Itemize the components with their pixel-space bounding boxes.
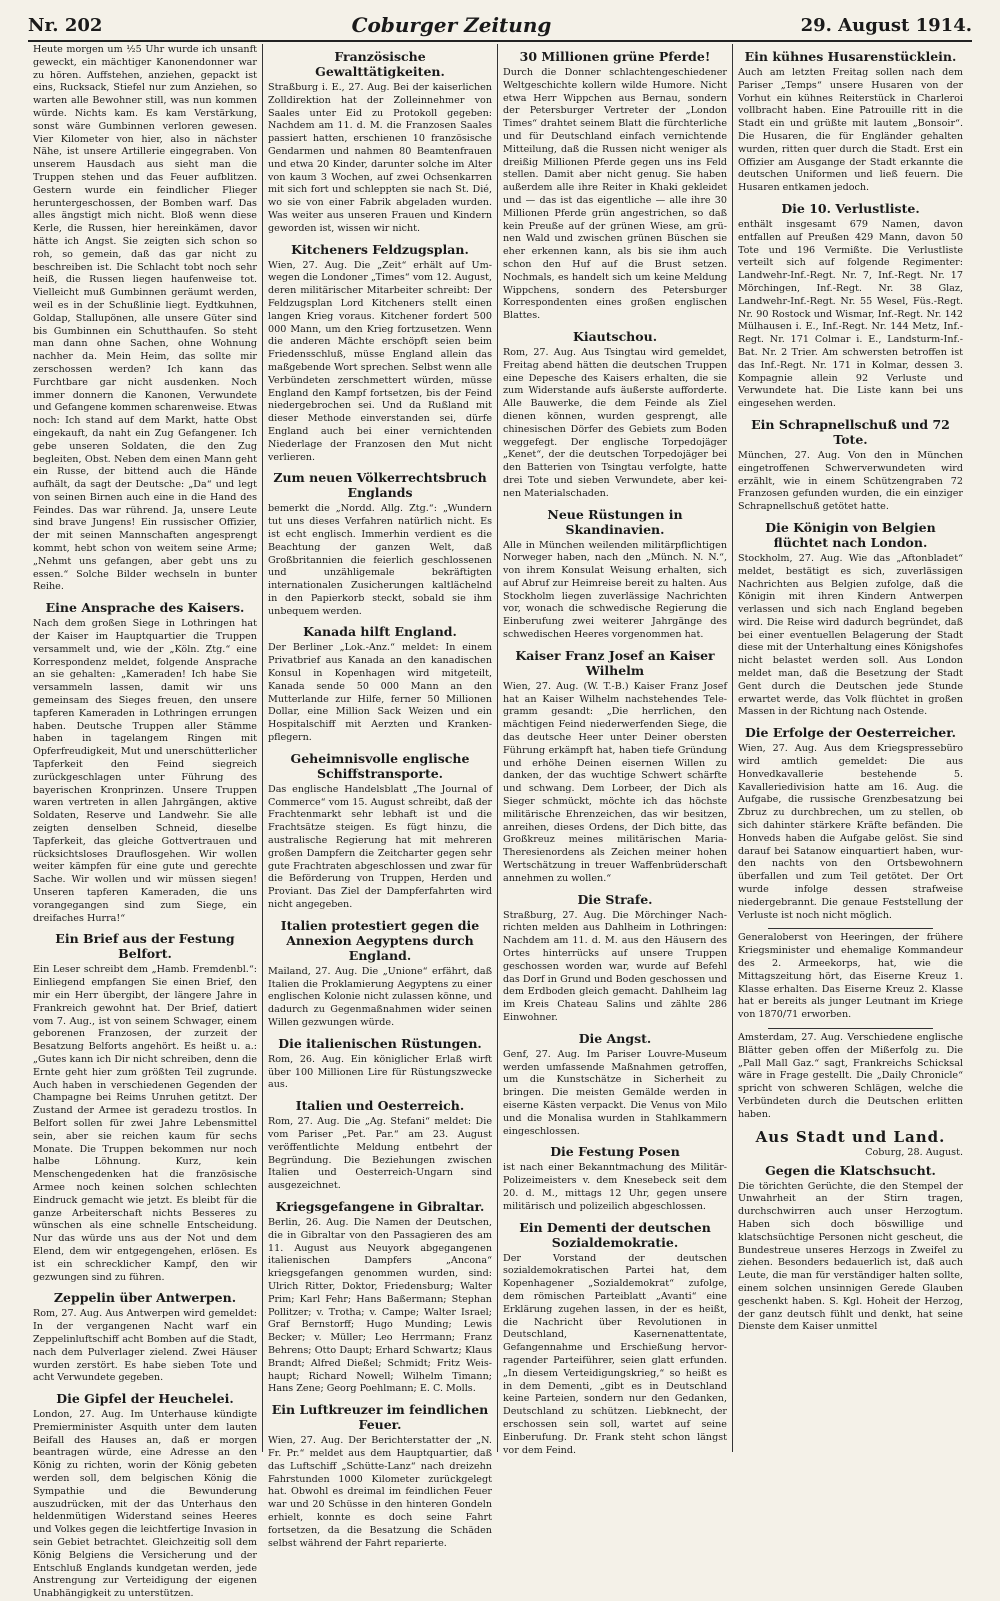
issue-number: Nr. 202	[28, 14, 103, 36]
article	[503, 1031, 727, 1139]
article-body: Auch am letzten Freitag sollen nach dem Pariser „Temps“ unsere Husaren von der Vorhut ein kühnes Reiterstück in Charleroi vollbracht haben. Eine Patrouille ritt in die Stadt ein und grüßte mit lautem „Bonsoir“. Die Husaren, die für Engländer gehalten wurden, ritten quer durch die Stadt. Erst ein Offizier am Ausgange der Stadt erkannte die deutschen Uniformen und ließ feuern. Die Husaren entkamen jedoch.	[738, 67, 963, 194]
article-body: Nach dem großen Siege in Lothringen hat der Kaiser im Hauptquartier die Truppen versammelt und, wie der „Köln. Ztg.“ eine Korrespondenz meldet, folgende Ansprache an sie gehalten: „Kameraden! Ich habe Sie versammeln lassen, damit wir uns gemeinsam des Sieges freuen, den unsere tapferen Kameraden in Lothringen errungen haben. Deutsche Truppen aller Stämme haben in tagelangem Ringen mit Opferfreudigkeit, Mut und unerschütterlicher Tapferkeit den Feind siegreich zurückgeschlagen unter Führung des bayerischen Kronprinzen. Unsere Truppen waren vertreten in allen Jahrgängen, aktive Soldaten, Reserve und Landwehr. Sie alle zeigten denselben Schneid, dieselbe Tapferkeit, das gleiche Gottvertrauen und rücksichtsloses Drauflosgehen. Wir wollen weiter kämpfen für eine gute und gerechte Sache. Wir wollen und wir müssen siegen! Unseren tapferen Kameraden, die uns vorangegangen sind zum Siege, ein dreifaches Hurra!“	[33, 618, 257, 924]
article	[268, 751, 492, 912]
separator-rule	[768, 1028, 933, 1029]
article-body: Amsterdam, 27. Aug. Verschiedene englische Blätter geben offen der Mißerfolg zu. Die „Pall Mall Gaz.“ sagt, Frankreichs Schicksal wäre in Frage gestellt. Die „Daily Chronicle“ spricht von schweren Schlägen, welche die Verbündeten durch die Deutschen erlitten haben.	[738, 1032, 963, 1120]
article-headline: Die Angst.	[578, 1030, 652, 1046]
article-headline: Kriegsgefangene in Gibraltar.	[275, 1198, 485, 1214]
article	[503, 49, 727, 323]
article-body: Die törichten Gerüchte, die den Stempel der Unwahrheit an der Stirn tragen, durchschwirren auch unser Herzogtum. Haben sich doch böswillige und klatschsüchtige Personen nicht gescheut, die Bundestreue unseres Herzogs in Zweifel zu ziehen. Besonders bedauerlich ist, daß auch Leute, die man für verständiger halten sollte, einem solchen unsinnigen Gerede Glauben geschenkt haben. S. Kgl. Hoheit der Herzog, der ganz deutsch fühlt und denkt, hat seine Dienste dem Kaiser unmittel	[738, 1180, 963, 1333]
article-body: Rom, 27. Aug. Die „Ag. Stefani“ meldet: Die vom Pariser „Pet. Par.“ am 23. August veröffentlichte Meldung entbehrt der Begründung. Die Beziehungen zwischen Italien und Oesterreich-Ungarn sind ausgezeichnet.	[268, 1116, 492, 1192]
article-columns	[28, 44, 972, 1600]
article	[33, 600, 257, 925]
article	[268, 1098, 492, 1193]
article-headline: Die 10. Verlustliste.	[781, 200, 920, 216]
article-headline: Zum neuen Völkerrechtsbruch Englands	[273, 470, 487, 501]
article-headline: Die Festung Posen	[550, 1144, 680, 1160]
article	[268, 49, 492, 236]
article-headline: Zeppelin über Antwerpen.	[53, 1290, 237, 1306]
article	[268, 1036, 492, 1092]
article-headline: Ein Schrapnellschuß und 72 Tote.	[751, 416, 950, 447]
article-body: Das englische Handelsblatt „The Journal of Commerce“ vom 15. August schreibt, daß der Frachtenmarkt sehr lebhaft ist und die Frachtsätze steigen. Es fügt hinzu, die australische Regierung hat mit mehreren großen Dampfern die Zeitcharter gegen sehr gute Frachtraten abgeschlossen und zwar für die Beförderung von Truppen, Herden und Proviant. Das Ziel der Dampferfahrten wird nicht angegeben.	[268, 783, 492, 911]
article-body: Berlin, 26. Aug. Die Namen der Deutschen, die in Gibraltar von den Passagieren des am 11. August aus Neuyork abgegangenen italienischen Dampfers „Ancona“ kriegsgefangen genommen wurden, sind: Ulrich Ritter, Doktor, Friedensburg; Walter Prim; Karl Fehr; Hans Baßermann; Stephan Pollitzer; v. Trotha; v. Campe; Walter Israel; Graf Bernstorff; Hugo Munding; Lewis Becker; v. Müller; Leo Herrmann; Franz Behrens; Otto Daupt; Erhard Schwartz; Klaus Brandt; Alfred Dießel; Schmidt; Fritz Weishaupt; Richard Nowell; Wilhelm Timann; Hans Zene; Georg Poehlmann; E. C. Molls.	[268, 1216, 492, 1395]
article-body: Durch die Donner schlachtengeschiedener Weltgeschichte kollern wilde Humore. Nicht etwa Herr Wippchen aus Bernau, sondern der Petersburger Vertreter der „London Times“ drahtet seinem Blatt die fürchterliche und für Deutschland einfach vernichtende Mitteilung, daß die Russen nicht weniger als dreißig Millionen Pferde gegen uns ins Feld stellen. Damit aber nicht genug. Sie haben außerdem alle ihre Reiter in Khaki gekleidet und — das ist das eigentliche — alle ihre 30 Millionen Pferde grün angestrichen, so daß kein Preuße auf der grünen Wiese, am grünen Wald und zwischen grünen Büschen sie eher erkennen kann, als bis sie ihm auch schon den Huf auf die Brust setzen. Nochmals, es handelt sich um keine Meldung Wippchens, sondern des Petersburger Korrespondenten eines großen englischen Blattes.	[503, 67, 727, 322]
article	[503, 1144, 727, 1213]
article-body: Der Berliner „Lok.-Anz.“ meldet: In einem Privatbrief aus Kanada an den kanadischen Konsul in Kopenhagen wird mitgeteilt, Kanada sende 50 000 Mann an den Mutterlande zur Hilfe, ferner 50 Millionen Dollar, eine Million Sack Weizen und ein Hospitalschiff mit Aerzten und Krankenpflegern.	[268, 642, 492, 744]
article-body: London, 27. Aug. Im Unterhause kündigte Premierminister Asquith unter dem lauten Beifall des Hauses an, daß er morgen beantragen würde, eine Adresse an den König zu richten, worin der König gebeten werden soll, dem belgischen König die Sympathie und die Bewunderung auszudrücken, mit der das Unterhaus den heldenmütigen Widerstand seines Heeres und Volkes gegen die leichtfertige Invasion in sein Gebiet betrachtet. Gleichzeitig soll dem König Belgiens die Versicherung und der Entschluß Englands kundgetan werden, jede Anstrengung zur Verteidigung der eigenen Unabhängigkeit zu unterstützen.	[33, 1409, 257, 1600]
article-body: Genf, 27. Aug. Im Pariser Louvre-Museum werden umfassende Maßnahmen getroffen, um die Kunstschätze in Sicherheit zu bringen. Die meisten Gemälde werden in eiserne Kästen verpackt. Die Venus von Milo und die Monalisa wurden in Stahlkammern eingeschlossen.	[503, 1048, 727, 1137]
article-headline: Eine Ansprache des Kaisers.	[45, 600, 245, 616]
article-body: Der Vorstand der deutschen sozialdemokratischen Partei hat, dem Kopenhagener „Sozialdemokrat“ zufolge, dem römischen Parteiblatt „Avanti“ eine Erklärung zugehen lassen, in der es heißt, die Nachricht über Revolutionen in Deutschland, Kasernenattentate, Gefangennahme und Erschießung hervorragender Parteiführer, seien glatt erfunden. „In diesem Verteidigungskrieg,“ so heißt es in dem Dementi, „gibt es in Deutschland keine Parteien, sondern nur den Gedanken, Deutschland zu schützen. Liebknecht, der erschossen sein soll, wartet auf seine Einberufung. Dr. Frank steht schon längst vor dem Feind.	[503, 1252, 727, 1456]
article-headline: Italien protestiert gegen die Annexion Aegyptens durch England.	[280, 917, 480, 963]
article-body: bemerkt die „Nordd. Allg. Ztg.“: „Wundern tut uns dieses Verfahren natürlich nicht. Es ist echt englisch. Immerhin verdient es die Beachtung der ganzen Welt, daß Großbritannien die feierlich geschlossenen und unzähligemale bekräftigten internationalen Zusicherungen kaltlächelnd in den Papierkorb steckt, sobald sie ihm unbequem werden.	[268, 503, 492, 617]
article-headline: Ein kühnes Husarenstücklein.	[744, 49, 957, 64]
article-headline: Die Königin von Belgien flüchtet nach London.	[765, 519, 936, 550]
article-body: Wien, 27. Aug. (W. T.-B.) Kaiser Franz Josef hat an Kaiser Wilhelm nachstehendes Telegramm gesandt: „Die herrlichen, den mächtigen Feind niederwerfenden Siege, die das deutsche Heer unter Deiner obersten Führung erkämpft hat, haben tiefe Gründung und erhöhe Deinen eisernen Willen zu danken, der das wuchtige Schwert schärfte und schwang. Dem Lorbeer, der Dich als Sieger schmückt, möchte ich das höchste militärische Ehrenzeichen, das wir besitzen, anreihen, dieses Ordens, der Dich bitte, das Großkreuz meines militärischen Maria-Theresienordens als Zeichen meiner hohen Wertschätzung in treuer Waffenbrüderschaft annehmen zu wollen.“	[503, 680, 727, 884]
article	[503, 507, 727, 642]
article-headline: Neue Rüstungen in Skandinavien.	[547, 506, 683, 537]
article	[738, 1028, 963, 1122]
article	[738, 417, 963, 514]
article-headline: Ein Dementi der deutschen Sozialdemokratie.	[519, 1219, 711, 1250]
masthead	[28, 10, 972, 42]
issue-date: 29. August 1914.	[800, 14, 972, 36]
article	[268, 470, 492, 618]
article	[503, 1220, 727, 1458]
article-headline: Ein Luftkreuzer im feindlichen Feuer.	[271, 1402, 489, 1433]
dateline: Coburg, 28. August.	[865, 1146, 963, 1158]
article-headline: Die italienischen Rüstungen.	[278, 1035, 482, 1051]
article	[503, 648, 727, 886]
article	[503, 892, 727, 1025]
article	[738, 49, 963, 195]
article-body: Rom, 26. Aug. Ein königlicher Erlaß wirft über 100 Millionen Lire für Rüstungszwecke aus.	[268, 1053, 492, 1091]
newspaper-title: Coburger Zeitung	[351, 13, 552, 37]
article	[268, 1199, 492, 1396]
article	[268, 624, 492, 744]
article-body: Alle in München weilenden militärpflichtigen Norweger haben, nach den „Münch. N. N.“, von ihrem Konsulat Weisung erhalten, sich auf Abruf zur Heimreise bereit zu halten. Aus Stockholm liegen zuverlässige Nachrichten vor, wonach die schwedische Regierung die Einberufung zwei weiterer Jahrgänge des schwedischen Heeres vorgenommen hat.	[503, 539, 727, 641]
article-headline: 30 Millionen grüne Pferde!	[519, 49, 711, 64]
article	[268, 1402, 492, 1550]
article-body: Rom, 27. Aug. Aus Antwerpen wird gemeldet: In der vergangenen Nacht warf ein Zeppelinluftschiff acht Bomben auf die Stadt, nach dem Pulverlager zielend. Zwei Häuser wurden zerstört. Es habe sieben Tote und acht Verwundete gegeben.	[33, 1308, 257, 1384]
article-headline: Aus Stadt und Land.	[755, 1127, 946, 1146]
article-headline: Die Erfolge der Oesterreicher.	[744, 725, 957, 741]
article-headline: Kitcheners Feldzugsplan.	[291, 241, 469, 257]
article-headline: Kanada hilft England.	[303, 624, 457, 640]
article-body: Straßburg i. E., 27. Aug. Bei der kaiserlichen Zolldirektion hat der Zolleinnehmer von Saales unter Eid zu Protokoll gegeben: Nachdem am 11. d. M. die Franzosen Saales passiert hatten, erschienen 10 französische Gendarmen und nahmen 80 Beamtenfrauen und etwa 20 Kinder, darunter solche im Alter von kaum 3 Wochen, auf zwei Ochsenkarren mit sich fort und schleppten sie nach St. Dié, wo sie von einer Fabrik abgeladen wurden. Was weiter aus unseren Frauen und Kindern geworden ist, wissen wir nicht.	[268, 82, 492, 234]
article	[268, 918, 492, 1030]
article	[33, 931, 257, 1284]
article-body: Straßburg, 27. Aug. Die Mörchinger Nachrichten melden aus Dahlheim in Lothringen: Nachdem am 11. d. M. aus den Häusern des Ortes hinterrücks auf unsere Truppen geschossen worden war, wurde auf Befehl das Dorf in Grund und Boden geschossen und dem Erdboden gleich gemacht. Dahlheim lag im Kreis Chateau Salins und zählte 286 Einwohner.	[503, 909, 727, 1023]
column-1	[28, 44, 263, 1600]
article-headline: Die Strafe.	[577, 891, 653, 907]
article	[503, 329, 727, 501]
article	[33, 1290, 257, 1385]
article	[33, 1391, 257, 1601]
article	[738, 1127, 963, 1335]
article-body: Rom, 27. Aug. Aus Tsingtau wird gemeldet, Freitag abend hätten die deutschen Truppen eine Depesche des Kaisers erhalten, die sie zum Widerstande aufs äußerste aufforderte. Alle Bauwerke, die dem Feinde als Ziel dienen können, wurden gesprengt, alle chinesischen Dörfer des Gebiets zum Boden weggefegt. Der englische Torpedojäger „Kenet“, der die deutschen Torpedojäger bei den Batterien von Tsingtau verfolgte, hatte drei Tote und sieben Verwundete, aber keinen Materialschaden.	[503, 346, 727, 499]
article-headline: Kiautschou.	[572, 328, 658, 344]
article	[268, 242, 492, 465]
article-subheadline: Gegen die Klatschsucht.	[765, 1162, 936, 1178]
separator-rule	[768, 928, 933, 929]
column-3	[498, 44, 733, 1456]
article-headline: Französische Gewalttätigkeiten.	[315, 49, 445, 79]
article	[738, 201, 963, 411]
article-body: Ein Leser schreibt dem „Hamb. Fremdenbl.“: Einliegend empfangen Sie einen Brief, den mir ein Herr übergibt, der längere Jahre in Frankreich gewohnt hat. Der Brief, datiert vom 7. Aug., ist von seinem Schwager, einem geborenen Franzosen, der zurzeit der Besatzung Belforts angehört. Es heißt u. a.: „Gutes kann ich Dir nicht schreiben, denn die Ernte geht hier zum größten Teil zugrunde. Auch haben in verschiedenen Gegenden der Champagne bei Reims Unruhen getitzt. Der Zustand der Armee ist geradezu trostlos. In Belfort sollen für zwei Jahre Lebensmittel sein, aber sie reichen kaum für sechs Monate. Die Truppen bekommen nur noch halbe Löhnung. Kurz, kein Menschengedenken hat die französische Armee noch keinen solchen schlechten Eindruck gemacht wie jetzt. Es bleibt für die ganze Arbeiterschaft nichts Besseres zu wünschen als eine schnelle Entscheidung. Nur das würde uns aus der Not und dem Elend, dem wir entgegengehen, erlösen. Es ist ein schrecklicher Kampf, den wir gezwungen sind zu führen.	[33, 964, 257, 1283]
article-body: Mailand, 27. Aug. Die „Unione“ erfährt, daß Italien die Proklamierung Aegyptens zu einer englischen Kolonie nicht zulassen könne, und dadurch zu Gegenmaßnahmen wider seinen Willen gezwungen würde.	[268, 965, 492, 1029]
column-4	[733, 44, 968, 1452]
article-headline: Die Gipfel der Heuchelei.	[56, 1391, 234, 1407]
article-headline: Kaiser Franz Josef an Kaiser Wilhelm	[515, 647, 715, 678]
article-body: Wien, 27. Aug. Die „Zeit“ erhält auf Umwegen die Londoner „Times“ vom 12. August, deren militärischer Mitarbeiter schreibt: Der Feldzugsplan Lord Kitcheners stellt einen langen Krieg voraus. Kitchener fordert 500 000 Mann, um den Krieg fortzusetzen. Wenn die anderen Mächte erschöpft seien beim Friedensschluß, müsse England allein das maßgebende Wort sprechen. Selbst wenn alle Verbündeten zerschmettert würden, müsse England den Kampf fortsetzen, bis der Feind niedergebrochen sei. Und da Rußland mit dieser Methode einverstanden sei, dürfe England auch bei einer vernichtenden Niederlage der Franzosen den Mut nicht verlieren.	[268, 259, 492, 463]
article-body: Heute morgen um ½5 Uhr wurde ich unsanft geweckt, ein mächtiger Kanonendonner war zu hören. Auffstehen, anziehen, gepackt ist eins, Rucksack, Stiefel nur zum Anziehen, so warten alle Bewohner still, was nun kommen würde. Nichts kam. Es kam Verstärkung, sonst wäre Gumbinnen verloren gewesen. Vier Kilometer von hier, also in nächster Nähe, ist unsere Artillerie eingegraben. Von unserem Hausdach aus sieht man die Truppen stehen und das Feuer aufblitzen. Gestern wurde ein feindlicher Flieger heruntergeschossen, der Bomben warf. Das alles ängstigt mich nicht. Bloß wenn diese Kerle, die Russen, hier hereinkämen, davor hätte ich Angst. Sie zeigten sich schon so roh, so gemein, daß das gar nicht zu beschreiben ist. Die Schlacht tobt noch sehr heiß, die Russen liegen haufenweise tot. Vielleicht muß Gumbinnen geräumt werden, weil es in der Schußlinie liegt. Eydtkuhnen, Goldap, Stallupönen, alle unsere Güter sind bis Gumbinnen ein Schutthaufen. So steht man dann ohne Sachen, ohne Wohnung nachher da. Mein Heim, das sollte mir zerschossen werden? Ich kann das Furchtbare gar nicht ausdenken. Noch immer donnern die Kanonen, Verwundete und Gefangene kommen scharenweise. Etwas noch: Ich stand auf dem Markt, hatte Obst eingekauft, da naht ein Zug Gefangener. Ich gebe unseren Soldaten, die den Zug begleiten, Obst. Neben dem einen Mann geht ein Russe, der bittend auch die Hände aufhält, da sagt der Deutsche: „Da“ und legt von seinen Birnen auch eine in die Hand des Feindes. Das war rührend. Ja, unsere Leute sind brave Jungens! Ein russischer Offizier, der mit seinen Mannschaften angesprengt kommt, hebt schon von weitem seine Arme; „Nehmt uns gefangen, aber gebt uns zu essen.“ Solche Bilder wechseln in bunter Reihe.	[33, 44, 257, 593]
article	[33, 44, 257, 594]
article-body: Stockholm, 27. Aug. Wie das „Aftonbladet“ meldet, bestätigt es sich, zuverlässigen Nachrichten aus Belgien zufolge, daß die Königin mit ihren Kindern Antwerpen verlassen und sich nach England begeben wird. Die Reise wird dadurch begründet, daß bei einer eventuellen Belagerung der Stadt diese mit der Unterhaltung eines Königshofes nicht belastet werden soll. Aus London meldet man, daß die Besetzung der Stadt Gent durch die Deutschen jede Stunde erwartet werde, das Volk flüchtet in großen Massen in der Richtung nach Ostende.	[738, 552, 963, 718]
article-body: Wien, 27. Aug. Der Berichterstatter der „N. Fr. Pr.“ meldet aus dem Hauptquartier, daß das Luftschiff „Schütte-Lanz“ nach dreizehn Fahrstunden 1000 Kilometer zurückgelegt hat. Obwohl es dreimal im feindlichen Feuer war und 20 Schüsse in den hinteren Gondeln erhielt, konnte es doch seine Fahrt fortsetzen, da die Besatzung die Schäden selbst während der Fahrt reparierte.	[268, 1435, 492, 1549]
article-headline: Italien und Oesterreich.	[295, 1098, 465, 1114]
article-headline: Ein Brief aus der Festung Belfort.	[55, 931, 235, 962]
article-body: enthält insgesamt 679 Namen, davon entfallen auf Preußen 429 Mann, davon 50 Tote und 196 Vermißte. Die Verlustliste verteilt sich auf folgende Regimenter: Landwehr-Inf.-Regt. Nr. 7, Inf.-Regt. Nr. 17 Mörchingen, Inf.-Regt. Nr. 38 Glaz, Landwehr-Inf.-Regt. Nr. 55 Wesel, Füs.-Regt. Nr. 90 Rostock und Wismar, Inf.-Regt. Nr. 142 Mülhausen i. E., Inf.-Regt. Nr. 144 Metz, Inf.-Regt. Nr. 171 Colmar i. E., Landsturm-Inf.-Bat. Nr. 2 Trier. Am schwersten betroffen ist das Inf.-Regt. Nr. 171 in Kolmar, dessen 3. Kompagnie allein 92 Verluste und Verwundete hat. Die Liste kann bei uns eingesehen werden.	[738, 218, 963, 410]
column-2	[263, 44, 498, 1549]
article-body: Generaloberst von Heeringen, der frühere Kriegsminister und ehemalige Kommandeur des 2. Armeekorps, hat, wie die Mittagszeitung hört, das Eiserne Kreuz 1. Klasse erhalten. Das Eiserne Kreuz 2. Klasse hat er bereits als junger Leutnant im Kriege von 1870/71 erworben.	[738, 932, 963, 1021]
article-body: München, 27. Aug. Von den in München eingetroffenen Schwerverwundeten wird erzählt, wie in einem Schützengraben 72 Franzosen gefunden wurden, die ein einziger Schrapnellschuß getötet hatte.	[738, 449, 963, 513]
article	[738, 928, 963, 1022]
article-body: Wien, 27. Aug. Aus dem Kriegspressebüro wird amtlich gemeldet: Die aus Honvedkavallerie bestehende 5. Kavalleriedivision hatte am 16. Aug. die Aufgabe, die russische Grenzbesatzung bei Zbruz zu durchbrechen, um zu stellen, ob sich dahinter stärkere Kräfte befänden. Die Honveds haben die Aufgabe gelöst. Sie sind darauf bei Satanow einquartiert haben, wurden nachts von den Ortsbewohnern überfallen und zum Teil getötet. Der Ort wurde infolge dessen strafweise niedergebrannt. Die genaue Feststellung der Verluste ist noch nicht möglich.	[738, 743, 963, 921]
article-headline: Geheimnisvolle englische Schiffstransporte.	[290, 750, 470, 781]
article	[738, 725, 963, 922]
article	[738, 520, 963, 719]
article-body: ist nach einer Bekanntmachung des Militär-Polizeimeisters v. dem Knesebeck seit dem 20. d. M., mittags 12 Uhr, gegen unsere militärisch und polizeilich abgeschlossen.	[503, 1162, 727, 1212]
